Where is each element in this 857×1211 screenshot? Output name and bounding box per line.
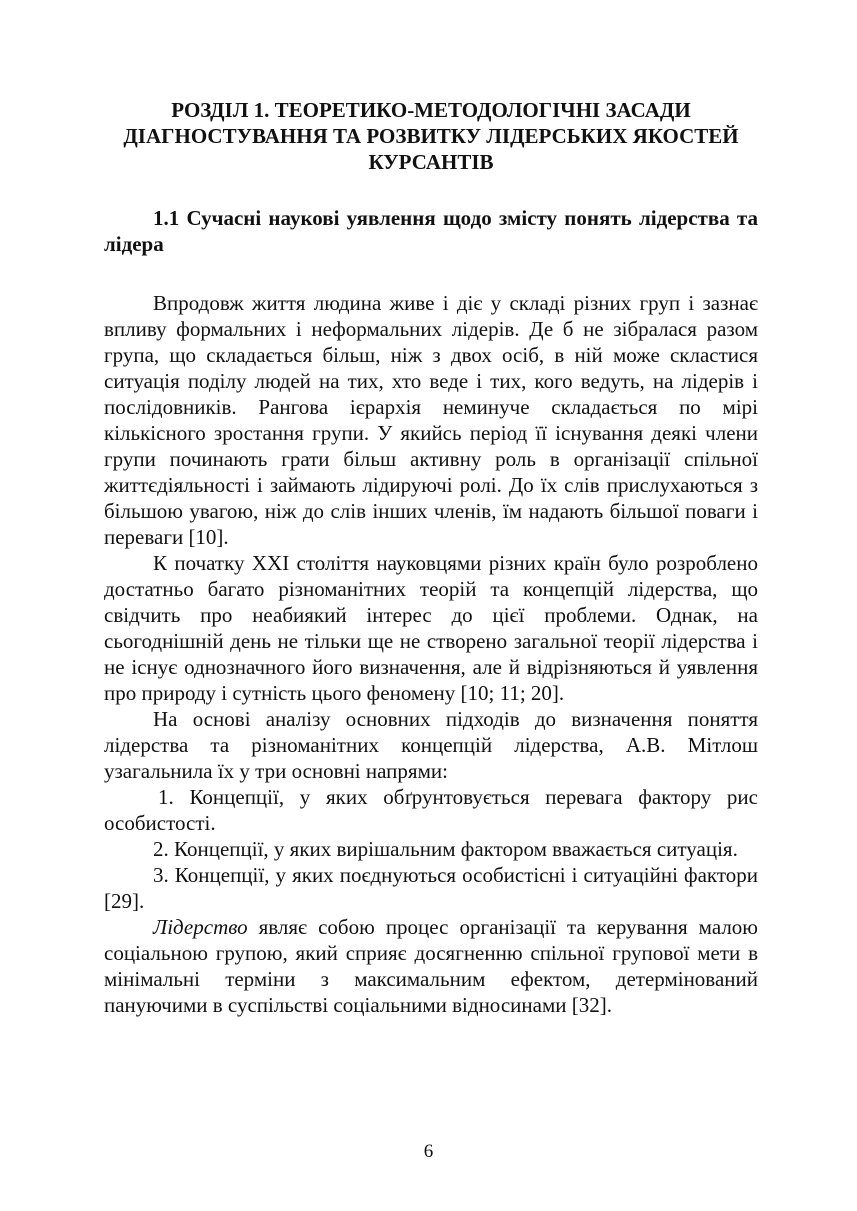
page-content — [104, 97, 758, 1018]
page-number: 6 — [423, 1141, 434, 1162]
list-item-2: 2. Концепції, у яких вирішальним фактором вважається ситуація. — [153, 837, 738, 861]
paragraph-definition — [104, 914, 758, 1018]
list-item-3: 3. Концепції, у яких поєднуються особистісні і ситуаційні фактори [29]. — [104, 863, 758, 913]
definition-text: являє собою процес організації та керування малою соціальною групою, який сприяє досягненню спільної групової мети в мінімальні терміни з максимальним ефектом, детермінований пануючими в суспільстві соціальними відносинами [32]. — [104, 915, 758, 1017]
chapter-title-line-1: РОЗДІЛ 1. ТЕОРЕТИКО-МЕТОДОЛОГІЧНІ ЗАСАДИ — [171, 98, 691, 122]
chapter-title-line-3: КУРСАНТІВ — [368, 150, 494, 174]
chapter-title — [104, 97, 758, 175]
paragraph-theories: К початку XXI століття науковцями різних країн було розроблено достатньо багато різноманітних теорій та концепцій лідерства, що свідчить про неабиякий інтерес до цієї проблеми. Однак, на сьогоднішній день не тільки ще не створено загальної теорії лідерства і не існує однозначного його визначення, але й відрізняються й уявлення про природу і сутність цього феномену [10; 11; 20]. — [104, 551, 758, 705]
paragraph-intro: Впродовж життя людина живе і діє у складі різних груп і зазнає впливу формальних і неформальних лідерів. Де б не зібралася разом група, що складається більш, ніж з двох осіб, в ній може скластися ситуація поділу людей на тих, хто веде і тих, кого ведуть, на лідерів і послідовників. Рангова ієрархія неминуче складається по мірі кількісного зростання групи. У якийсь період її існування деякі члени групи починають грати більш активну роль в організації спільної життєдіяльності і займають лідируючі ролі. До їх слів прислухаються з більшою увагою, ніж до слів інших членів, їм надають більшої поваги і переваги [10]. — [104, 291, 758, 549]
chapter-title-line-2: ДІАГНОСТУВАННЯ ТА РОЗВИТКУ ЛІДЕРСЬКИХ ЯКОСТЕЙ — [123, 124, 739, 148]
section-title: 1.1 Сучасні наукові уявлення щодо змісту понять лідерства та лідера — [104, 206, 758, 256]
paragraph-directions: На основі аналізу основних підходів до визначення поняття лідерства та різноманітних концепцій лідерства, А.В. Мітлош узагальнила їх у три основні напрями: — [104, 707, 758, 783]
list-item-1: 1. Концепції, у яких обґрунтовується перевага фактору рис особистості. — [104, 785, 758, 835]
term-leadership: Лідерство — [153, 915, 248, 939]
